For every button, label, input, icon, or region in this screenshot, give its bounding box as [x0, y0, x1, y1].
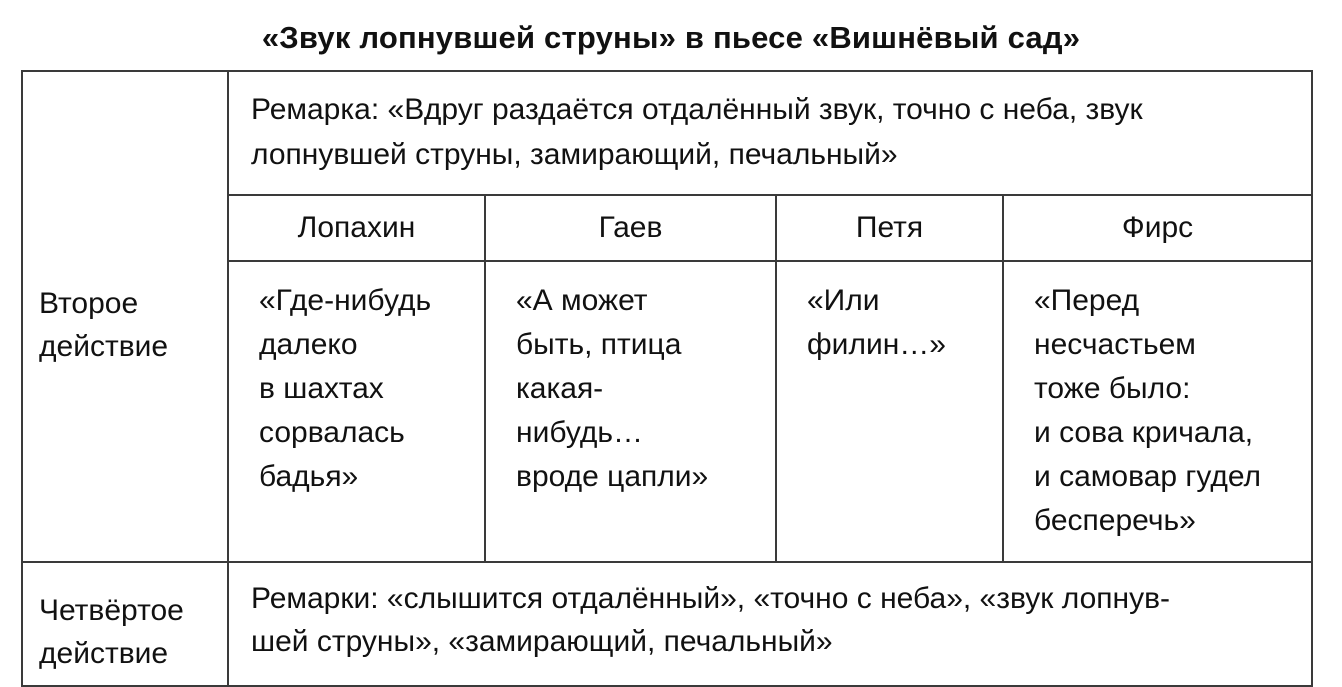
quote-line: тоже было:: [1034, 372, 1191, 405]
row-label-line: Четвёртое: [39, 594, 184, 627]
quote-line: бадья»: [259, 460, 359, 493]
quote-line: бесперечь»: [1034, 504, 1196, 537]
quote-line: быть, птица: [516, 328, 682, 361]
row-label-line: действие: [39, 329, 169, 363]
quote-gaev: [485, 261, 776, 562]
quote-line: какая-: [516, 372, 604, 405]
remark-line: лопнувшей струны, замирающий, печальный»: [251, 138, 898, 171]
quote-line: «Перед: [1034, 284, 1140, 317]
speaker-firs: Фирс: [1003, 195, 1312, 261]
remark-cell-fourth-act: [228, 562, 1312, 686]
speaker-petya: Петя: [776, 195, 1003, 261]
quote-firs: [1003, 261, 1312, 562]
quote-line: и самовар гудел: [1034, 460, 1262, 493]
quote-line: далеко: [259, 328, 358, 361]
quote-line: вроде цапли»: [516, 460, 709, 493]
row-label-second-act: [22, 71, 228, 562]
speaker-lopakhin: Лопахин: [228, 195, 485, 261]
remark-line: Ремарки: «слышится отдалённый», «точно с неба», «звук лопнув-: [251, 582, 1170, 615]
page-title: «Звук лопнувшей струны» в пьесе «Вишнёвый сад»: [261, 20, 1081, 55]
quote-line: сорвалась: [259, 416, 405, 449]
quote-line: «А может: [516, 284, 648, 317]
quote-line: «Где-нибудь: [259, 284, 432, 317]
table-row-fourth-act: [22, 562, 1312, 686]
quote-line: несчастьем: [1034, 328, 1196, 361]
remark-cell-second-act: [228, 71, 1312, 195]
remark-line: шей струны», «замирающий, печальный»: [251, 625, 833, 658]
row-label-line: действие: [39, 637, 169, 670]
quote-line: нибудь…: [516, 416, 643, 449]
quote-petya: [776, 261, 1003, 562]
quote-lopakhin: [228, 261, 485, 562]
table-row-remark: [22, 71, 1312, 195]
row-label-line: Второе: [39, 286, 139, 320]
comparison-table: [21, 70, 1313, 687]
quote-line: в шахтах: [259, 372, 384, 405]
speaker-gaev: Гаев: [485, 195, 776, 261]
row-label-fourth-act: [22, 562, 228, 686]
quote-line: филин…»: [807, 328, 946, 361]
quote-line: «Или: [807, 284, 880, 317]
remark-line: Ремарка: «Вдруг раздаётся отдалённый звук, точно с неба, звук: [251, 93, 1143, 126]
quote-line: и сова кричала,: [1034, 416, 1254, 449]
